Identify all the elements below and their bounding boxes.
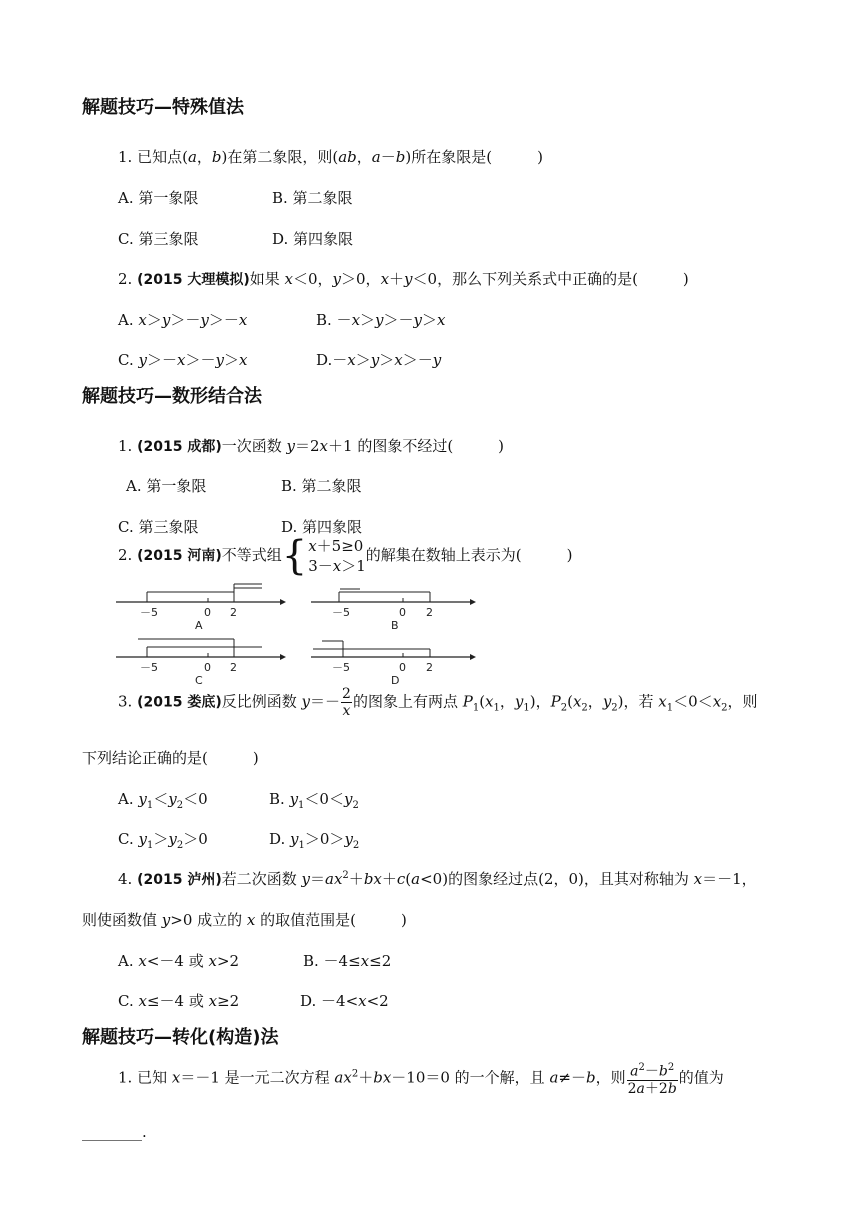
option-d: D. 第四象限 (272, 230, 354, 248)
figure-d (311, 641, 476, 687)
svg-text:0: 0 (204, 606, 211, 619)
option-d: D. －4<x<2 (300, 992, 389, 1010)
option-d: D.－x＞y＞x＞－y (316, 351, 442, 369)
question-2-4-stem: 4. (2015 泸州)若二次函数 $y=ax^2+bx+c(a<0)$的图象经过点(2，0)，且其对称轴为 x＝－1， (118, 870, 757, 888)
option-c: C. 第三象限 (118, 518, 199, 536)
option-b: B. 第二象限 (272, 189, 353, 207)
option-a: A. x＞y＞－y＞－x (118, 311, 248, 329)
number-line-figures (112, 583, 482, 688)
question-3-1-stem: 1. 已知 x＝－1 是一元二次方程 $ax^2+bx-10=0$ 的一个解，且 a≠－b，则 $\frac{a^2-b^2}{2a+2b}$ 的值为 (118, 1062, 724, 1097)
question-2-1-stem: 1. (2015 成都)一次函数 y＝2x＋1 的图象不经过( ) (118, 437, 505, 455)
svg-text:－5: －5 (140, 606, 158, 619)
question-1-1-stem: 1. 已知点(a，b)在第二象限，则(ab，a－b)所在象限是( ) (118, 148, 543, 166)
section-title-transform: 解题技巧—转化(构造)法 (82, 1027, 279, 1048)
svg-text:2: 2 (230, 606, 237, 619)
fraction: $\frac{2}{x}$ (342, 686, 351, 719)
svg-text:－5: －5 (140, 661, 158, 674)
answer-blank[interactable]: ________. (82, 1123, 147, 1141)
question-2-3-cont: 下列结论正确的是( ) (82, 749, 259, 767)
figure-c (116, 639, 286, 687)
figure-a (116, 584, 286, 632)
option-c: C. $y_1>y_2>0$ (118, 830, 208, 851)
option-a: A. 第一象限 (126, 477, 207, 495)
inequality-system: x＋5≥0 3－x＞1 (308, 537, 366, 575)
question-2-3-stem: 3. (2015 娄底)反比例函数 y＝－ $\frac{2}{x}$ 的图象上有两点 $P_1(x_1$，$y_1$)，$P_2(x_2$，$y_2$)，若 $x_1<0<x_2$，则 (118, 686, 758, 719)
brace: { (281, 533, 308, 579)
question-2-2-stem: 2. (2015 河南)不等式组{ x＋5≥0 3－x＞1 的解集在数轴上表示为( ) (118, 533, 573, 579)
option-b: B. －4≤x≤2 (303, 952, 392, 970)
option-a: A. $y_1<y_2<0$ (118, 790, 208, 811)
option-c: C. x≤－4 或 x≥2 (118, 992, 240, 1010)
question-1-2-stem: 2. (2015 大理模拟)如果 x＜0，y＞0，x＋y＜0，那么下列关系式中正确的是( ) (118, 270, 689, 288)
svg-text:0: 0 (399, 606, 406, 619)
svg-text:B: B (391, 619, 399, 632)
svg-text:－5: －5 (332, 606, 350, 619)
svg-text:2: 2 (230, 661, 237, 674)
svg-text:D: D (391, 674, 400, 687)
question-source: (2015 大理模拟) (137, 272, 250, 288)
option-d: D. 第四象限 (281, 518, 363, 536)
svg-text:－5: －5 (332, 661, 350, 674)
section-title-number-shape: 解题技巧—数形结合法 (82, 386, 262, 407)
option-a: A. 第一象限 (118, 189, 199, 207)
question-source: (2015 娄底) (137, 694, 222, 711)
svg-text:0: 0 (399, 661, 406, 674)
svg-text:0: 0 (204, 661, 211, 674)
fraction: $\frac{a^2-b^2}{2a+2b}$ (627, 1062, 677, 1097)
option-b: B. $y_1<0<y_2$ (269, 790, 359, 811)
question-2-4-cont: 则使函数值 y>0 成立的 x 的取值范围是( ) (82, 911, 407, 929)
svg-text:C: C (195, 674, 203, 687)
question-source: (2015 泸州) (137, 872, 222, 888)
option-b: B. 第二象限 (281, 477, 362, 495)
option-c: C. 第三象限 (118, 230, 199, 248)
section-title-special-value: 解题技巧—特殊值法 (82, 97, 244, 118)
question-source: (2015 河南) (137, 548, 222, 564)
svg-text:2: 2 (426, 661, 433, 674)
option-b: B. －x＞y＞－y＞x (316, 311, 446, 329)
svg-text:A: A (195, 619, 203, 632)
svg-text:2: 2 (426, 606, 433, 619)
question-source: (2015 成都) (137, 439, 222, 455)
option-c: C. y＞－x＞－y＞x (118, 351, 248, 369)
figure-b (311, 589, 476, 632)
option-d: D. $y_1>0>y_2$ (269, 830, 360, 851)
option-a: A. x<－4 或 x>2 (118, 952, 240, 970)
